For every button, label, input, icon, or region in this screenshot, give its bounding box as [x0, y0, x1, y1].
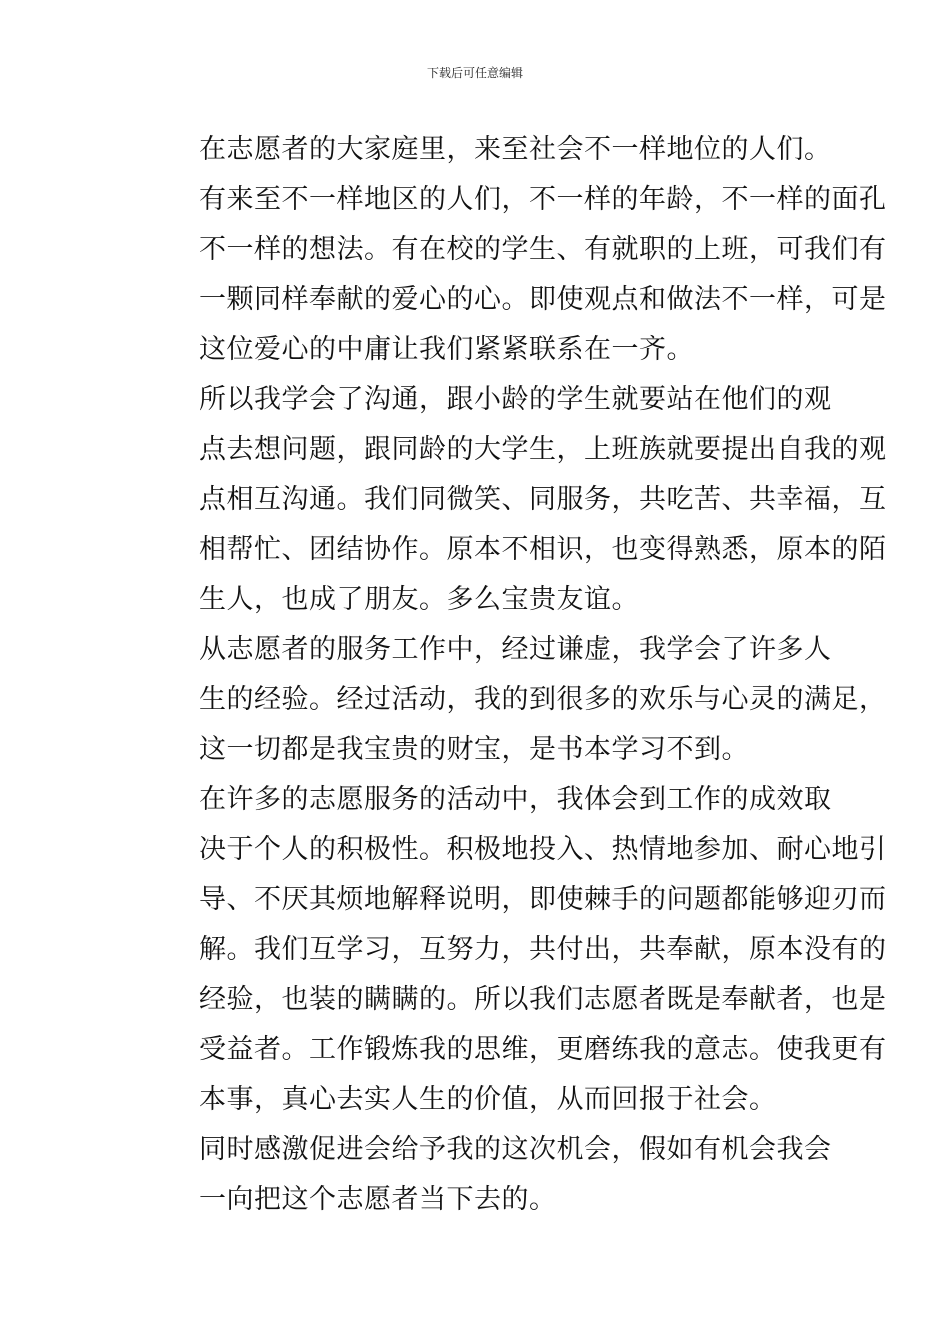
text-line: 不一样的想法。有在校的学生、有就职的上班，可我们有 — [199, 234, 887, 265]
paragraph-1 — [145, 125, 887, 375]
text-line: 这一切都是我宝贵的财宝，是书本学习不到。 — [199, 734, 749, 765]
text-line: 解。我们互学习，互努力，共付出，共奉献，原本没有的 — [199, 934, 887, 965]
text-line: 这位爱心的中庸让我们紧紧联系在一齐。 — [199, 334, 694, 365]
text-line: 相帮忙、团结协作。原本不相识，也变得熟悉，原本的陌 — [199, 534, 887, 565]
text-line: 一向把这个志愿者当下去的。 — [199, 1184, 557, 1215]
text-line: 生的经验。经过活动，我的到很多的欢乐与心灵的满足， — [199, 684, 887, 715]
text-line: 在志愿者的大家庭里，来至社会不一样地位的人们。 — [199, 134, 832, 165]
page-header: 下载后可任意编辑 — [426, 66, 523, 80]
paragraph-2 — [145, 375, 887, 625]
text-line: 从志愿者的服务工作中，经过谦虚，我学会了许多人 — [199, 634, 832, 665]
text-line: 导、不厌其烦地解释说明，即使棘手的问题都能够迎刃而 — [199, 884, 887, 915]
text-line: 生人，也成了朋友。多么宝贵友谊。 — [199, 584, 639, 615]
paragraph-3 — [145, 625, 887, 775]
text-line: 点去想问题，跟同龄的大学生，上班族就要提出自我的观 — [199, 434, 887, 465]
text-line: 决于个人的积极性。积极地投入、热情地参加、耐心地引 — [199, 834, 887, 865]
paragraph-5 — [145, 1125, 832, 1225]
document-body — [145, 125, 887, 1225]
text-line: 同时感激促进会给予我的这次机会，假如有机会我会 — [199, 1134, 832, 1165]
text-line: 经验，也装的瞒瞒的。所以我们志愿者既是奉献者，也是 — [199, 984, 887, 1015]
paragraph-4 — [145, 775, 887, 1125]
text-line: 在许多的志愿服务的活动中，我体会到工作的成效取 — [199, 784, 832, 815]
text-line: 一颗同样奉献的爱心的心。即使观点和做法不一样，可是 — [199, 284, 887, 315]
text-line: 有来至不一样地区的人们，不一样的年龄，不一样的面孔 — [199, 184, 887, 215]
text-line: 本事，真心去实人生的价值，从而回报于社会。 — [199, 1084, 777, 1115]
text-line: 受益者。工作锻炼我的思维，更磨练我的意志。使我更有 — [199, 1034, 887, 1065]
text-line: 点相互沟通。我们同微笑、同服务，共吃苦、共幸福，互 — [199, 484, 887, 515]
text-line: 所以我学会了沟通，跟小龄的学生就要站在他们的观 — [199, 384, 832, 415]
